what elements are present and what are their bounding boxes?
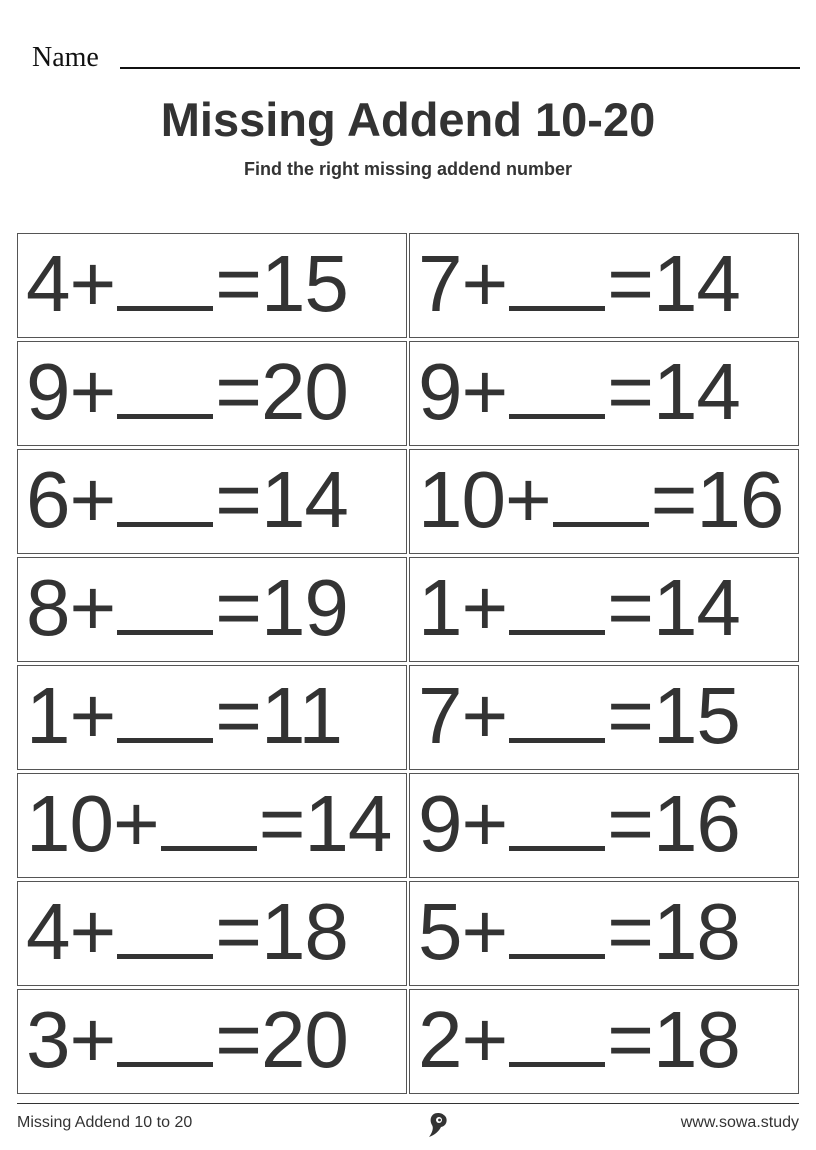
sum: 14 (260, 455, 348, 544)
equation: 1+ =14 (418, 563, 740, 652)
sum: 18 (652, 887, 740, 976)
equation: 9+ =14 (418, 347, 740, 436)
addend: 8 (26, 563, 70, 652)
problem-cell (17, 557, 407, 662)
problem-cell (17, 449, 407, 554)
answer-blank (509, 352, 605, 419)
equation: 9+ =20 (26, 347, 348, 436)
problem-cell (17, 989, 407, 1094)
answer-blank (117, 352, 213, 419)
addend: 9 (418, 779, 462, 868)
answer-blank (509, 244, 605, 311)
name-label: Name (32, 42, 99, 73)
answer-blank (117, 1000, 213, 1067)
addend: 7 (418, 239, 462, 328)
answer-blank (161, 784, 257, 851)
sum: 16 (652, 779, 740, 868)
answer-blank (553, 460, 649, 527)
name-write-line (120, 67, 800, 69)
sum: 15 (652, 671, 740, 760)
addend: 10 (418, 455, 505, 544)
sum: 18 (652, 995, 740, 1084)
sum: 14 (652, 563, 740, 652)
sum: 11 (260, 671, 342, 760)
answer-blank (509, 676, 605, 743)
problem-cell (17, 881, 407, 986)
addend: 5 (418, 887, 462, 976)
equation: 9+ =16 (418, 779, 740, 868)
answer-blank (509, 892, 605, 959)
equation: 10+ =16 (418, 455, 784, 544)
owl-logo-icon (426, 1110, 450, 1140)
answer-blank (117, 460, 213, 527)
footer-website: www.sowa.study (680, 1114, 799, 1131)
page-subtitle: Find the right missing addend number (243, 159, 572, 179)
equation: 10+ =14 (26, 779, 392, 868)
answer-blank (509, 568, 605, 635)
answer-blank (117, 892, 213, 959)
addend: 3 (26, 995, 70, 1084)
addend: 6 (26, 455, 70, 544)
sum: 20 (260, 995, 348, 1084)
answer-blank (509, 784, 605, 851)
problem-cell (409, 557, 799, 662)
addend: 2 (418, 995, 462, 1084)
equation: 4+ =15 (26, 239, 348, 328)
sum: 20 (260, 347, 348, 436)
addend: 4 (26, 887, 70, 976)
sum: 14 (652, 347, 740, 436)
sum: 15 (260, 239, 348, 328)
problem-grid (17, 233, 799, 1094)
addend: 1 (418, 563, 462, 652)
equation: 5+ =18 (418, 887, 740, 976)
footer-divider (17, 1103, 799, 1104)
sum: 16 (696, 455, 784, 544)
answer-blank (117, 676, 213, 743)
problem-cell (409, 773, 799, 878)
equation: 7+ =15 (418, 671, 740, 760)
page-title: Missing Addend 10-20 (160, 93, 656, 146)
equation: 8+ =19 (26, 563, 348, 652)
addend: 1 (26, 671, 70, 760)
equation: 6+ =14 (26, 455, 348, 544)
problem-cell (17, 233, 407, 338)
equation: 1+ =11 (26, 671, 342, 760)
problem-cell (409, 233, 799, 338)
problem-cell (17, 341, 407, 446)
sum: 19 (260, 563, 348, 652)
problem-cell (409, 449, 799, 554)
equation: 4+ =18 (26, 887, 348, 976)
answer-blank (117, 568, 213, 635)
addend: 9 (418, 347, 462, 436)
addend: 4 (26, 239, 70, 328)
equation: 7+ =14 (418, 239, 740, 328)
addend: 10 (26, 779, 113, 868)
sum: 14 (652, 239, 740, 328)
name-row (32, 40, 800, 72)
footer-title: Missing Addend 10 to 20 (17, 1114, 193, 1131)
sum: 18 (260, 887, 348, 976)
problem-cell (409, 881, 799, 986)
equation: 3+ =20 (26, 995, 348, 1084)
sum: 14 (304, 779, 392, 868)
answer-blank (117, 244, 213, 311)
equation: 2+ =18 (418, 995, 740, 1084)
problem-cell (17, 773, 407, 878)
problem-cell (17, 665, 407, 770)
addend: 9 (26, 347, 70, 436)
problem-cell (409, 989, 799, 1094)
problem-cell (409, 341, 799, 446)
answer-blank (509, 1000, 605, 1067)
addend: 7 (418, 671, 462, 760)
problem-cell (409, 665, 799, 770)
